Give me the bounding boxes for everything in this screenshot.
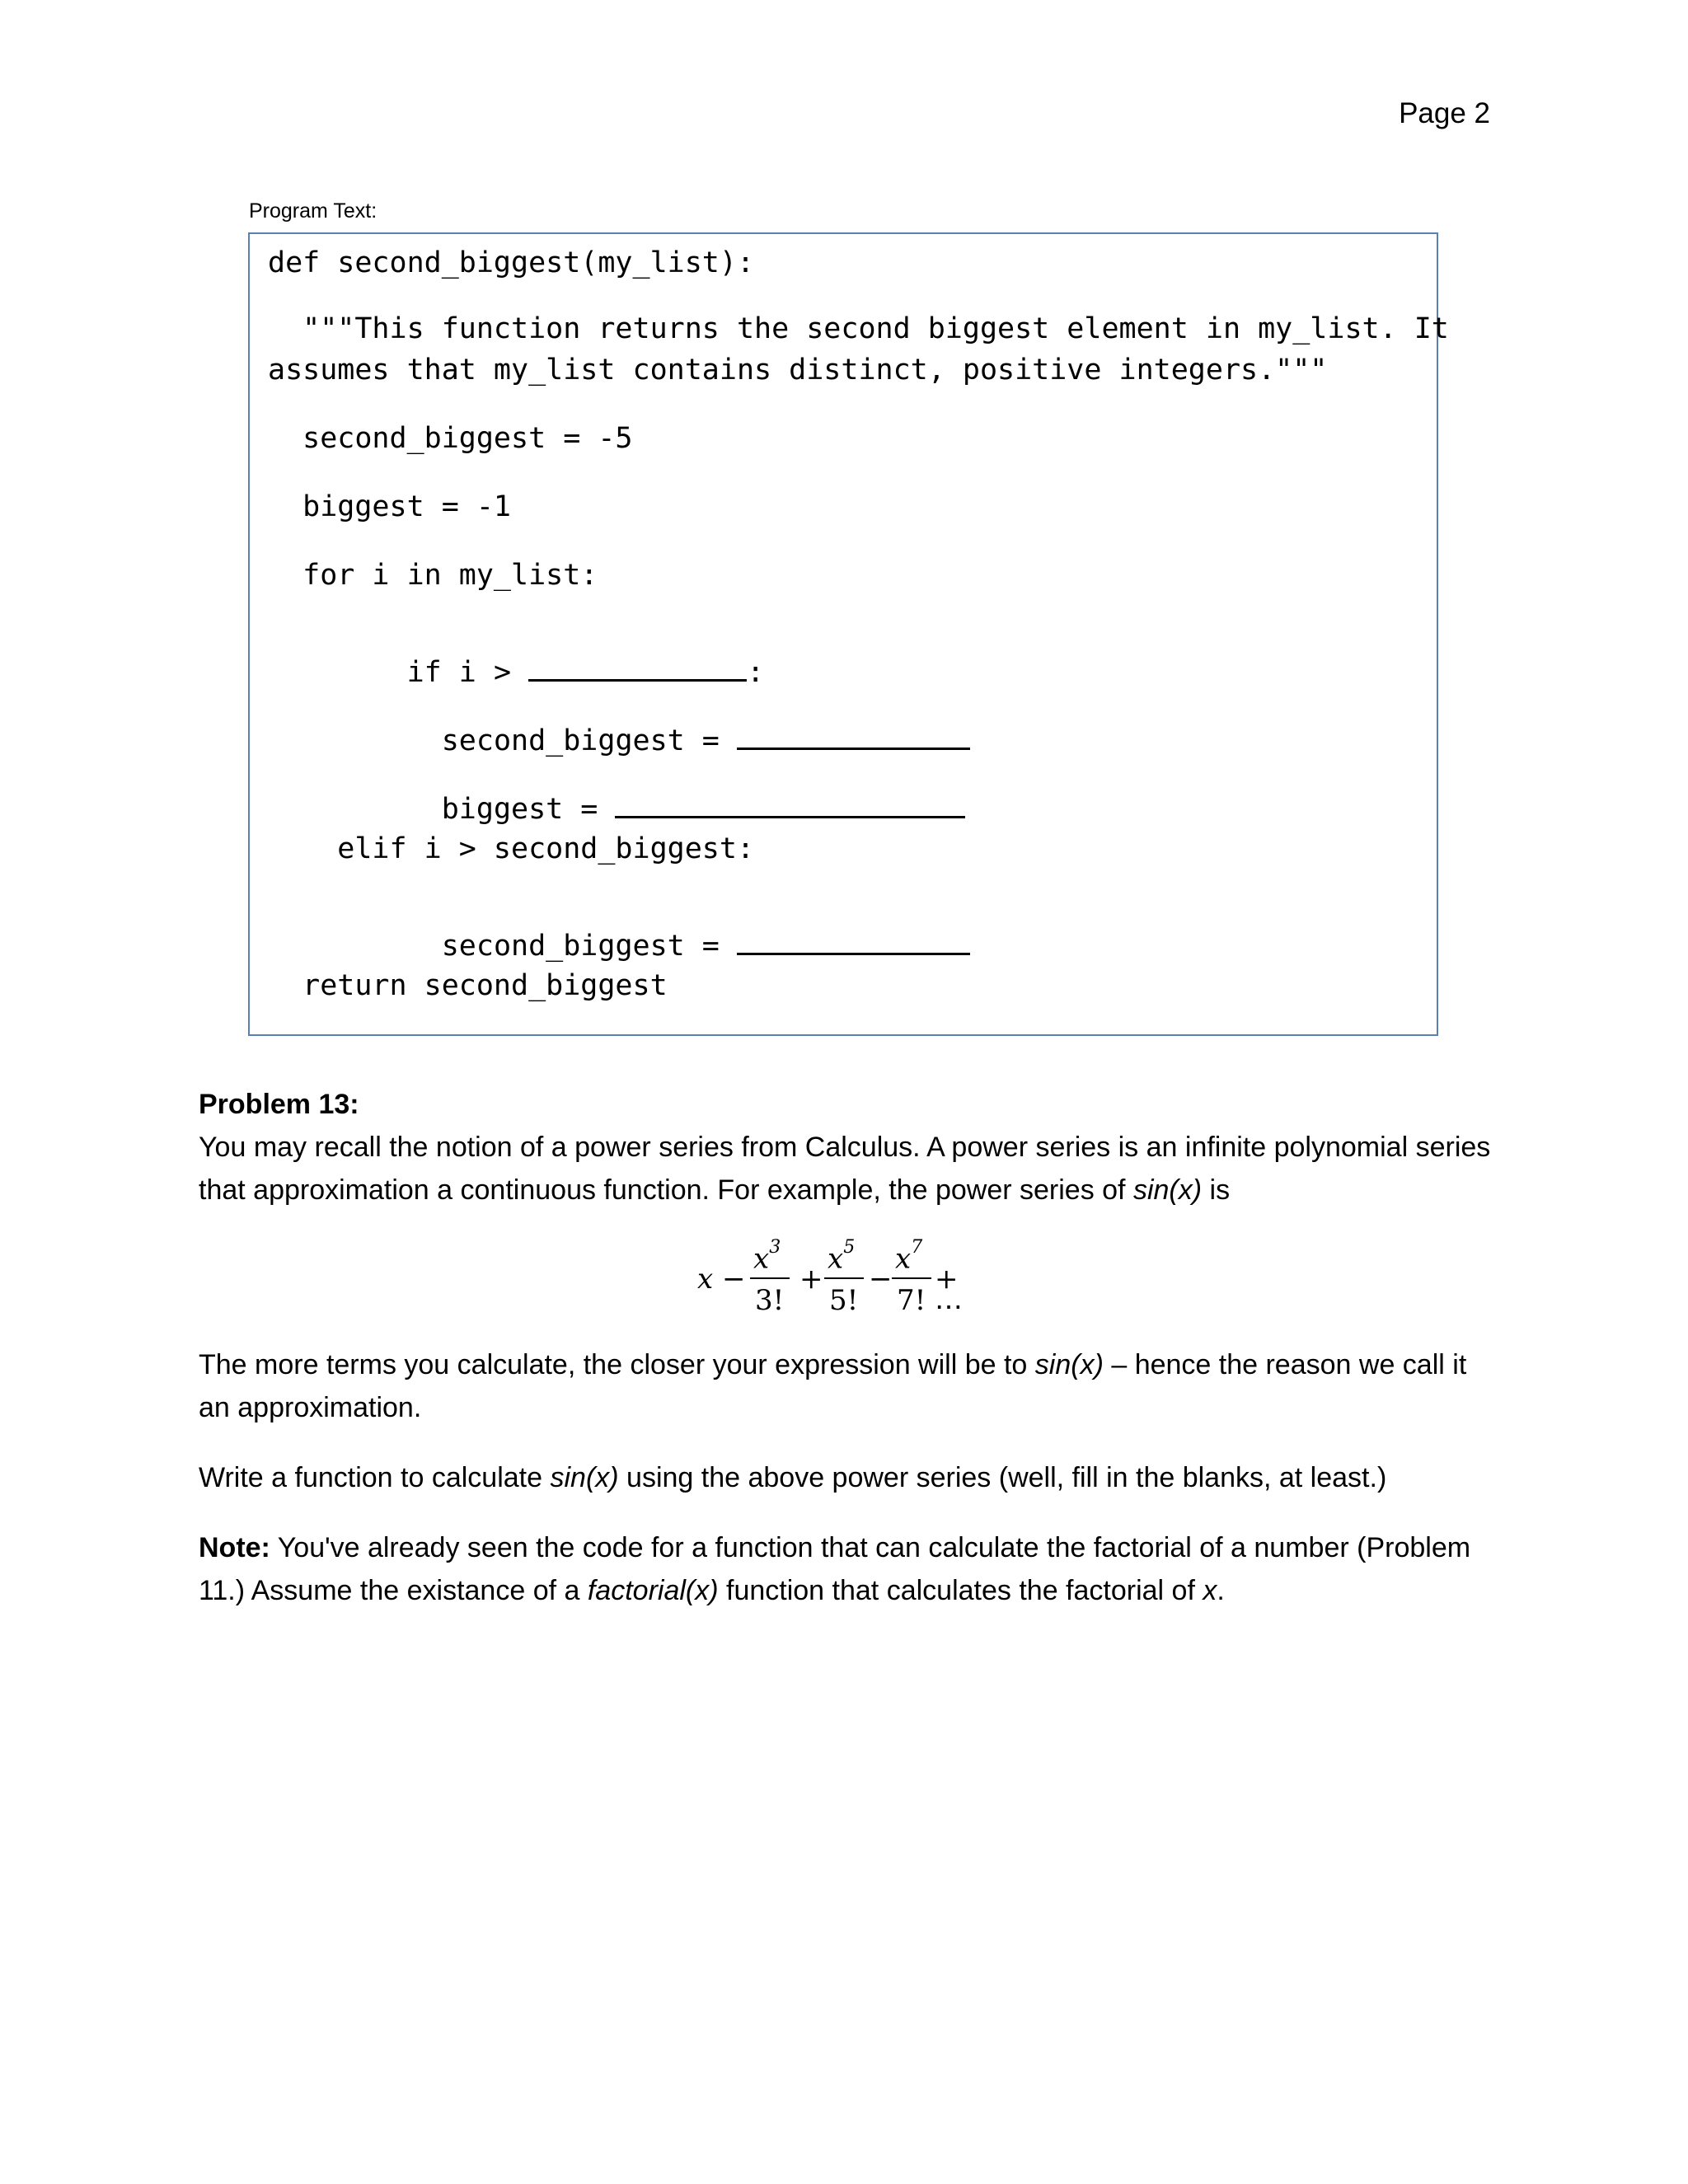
problem-intro-line-1: You may recall the notion of a power series from Calculus. A power series is an infinite polynomial series (199, 1132, 1491, 1163)
code-text: biggest = (337, 793, 616, 826)
code-line: for i in my_list: (268, 559, 598, 592)
fraction-bar (750, 1277, 790, 1279)
code-line: biggest = -1 (268, 490, 512, 523)
formula-numerator: $x^5$ (828, 1237, 856, 1276)
fraction-bar (824, 1277, 864, 1279)
formula-minus: − (869, 1263, 893, 1296)
fraction-bar (892, 1277, 931, 1279)
formula-tail: + ⋯ (935, 1263, 963, 1324)
note-line-1: Note: You've already seen the code for a function that can calculate the factorial of a number (Problem (199, 1532, 1471, 1563)
formula-denominator: 3! (755, 1284, 785, 1317)
code-line: elif i > second_biggest: (268, 832, 755, 865)
code-line: """This function returns the second biggest element in my_list. It (268, 312, 1449, 345)
problem-heading: Problem 13: (199, 1089, 359, 1120)
code-text: : (747, 656, 765, 689)
code-line: second_biggest = -5 (268, 422, 633, 455)
code-box (248, 232, 1449, 1036)
formula-denominator: 7! (897, 1284, 926, 1317)
code-line: def second_biggest(my_list): (268, 246, 755, 279)
note-line-2: 11.) Assume the existance of a factorial(x) function that calculates the factorial of x. (199, 1575, 1225, 1606)
program-text-label: Program Text: (249, 199, 377, 223)
formula-denominator: 5! (829, 1284, 859, 1317)
code-line: return second_biggest (268, 969, 668, 1002)
problem-intro-line-2: that approximation a continuous function. For example, the power series of sin(x) is (199, 1174, 1231, 1206)
formula-x: x (697, 1263, 714, 1296)
code-text: second_biggest = (337, 724, 737, 757)
fill-in-blank[interactable] (615, 815, 965, 818)
code-text: if i > (337, 656, 529, 689)
code-line: assumes that my_list contains distinct, positive integers.""" (268, 354, 1328, 387)
code-text: second_biggest = (337, 930, 737, 963)
fill-in-blank[interactable] (528, 678, 747, 682)
paragraph-write-function: Write a function to calculate sin(x) using the above power series (well, fill in the blanks, at least.) (199, 1462, 1387, 1493)
fill-in-blank[interactable] (737, 747, 970, 750)
page-number: Page 2 (1399, 97, 1490, 129)
formula-minus: − (722, 1263, 746, 1296)
formula-numerator: $x^3$ (753, 1237, 781, 1276)
formula-numerator: $x^7$ (895, 1237, 923, 1276)
fill-in-blank[interactable] (737, 952, 970, 955)
formula-plus: + (799, 1263, 823, 1296)
paragraph-more-terms-line-2: an approximation. (199, 1392, 422, 1423)
paragraph-more-terms-line-1: The more terms you calculate, the closer your expression will be to sin(x) – hence the reason we call it (199, 1349, 1467, 1380)
